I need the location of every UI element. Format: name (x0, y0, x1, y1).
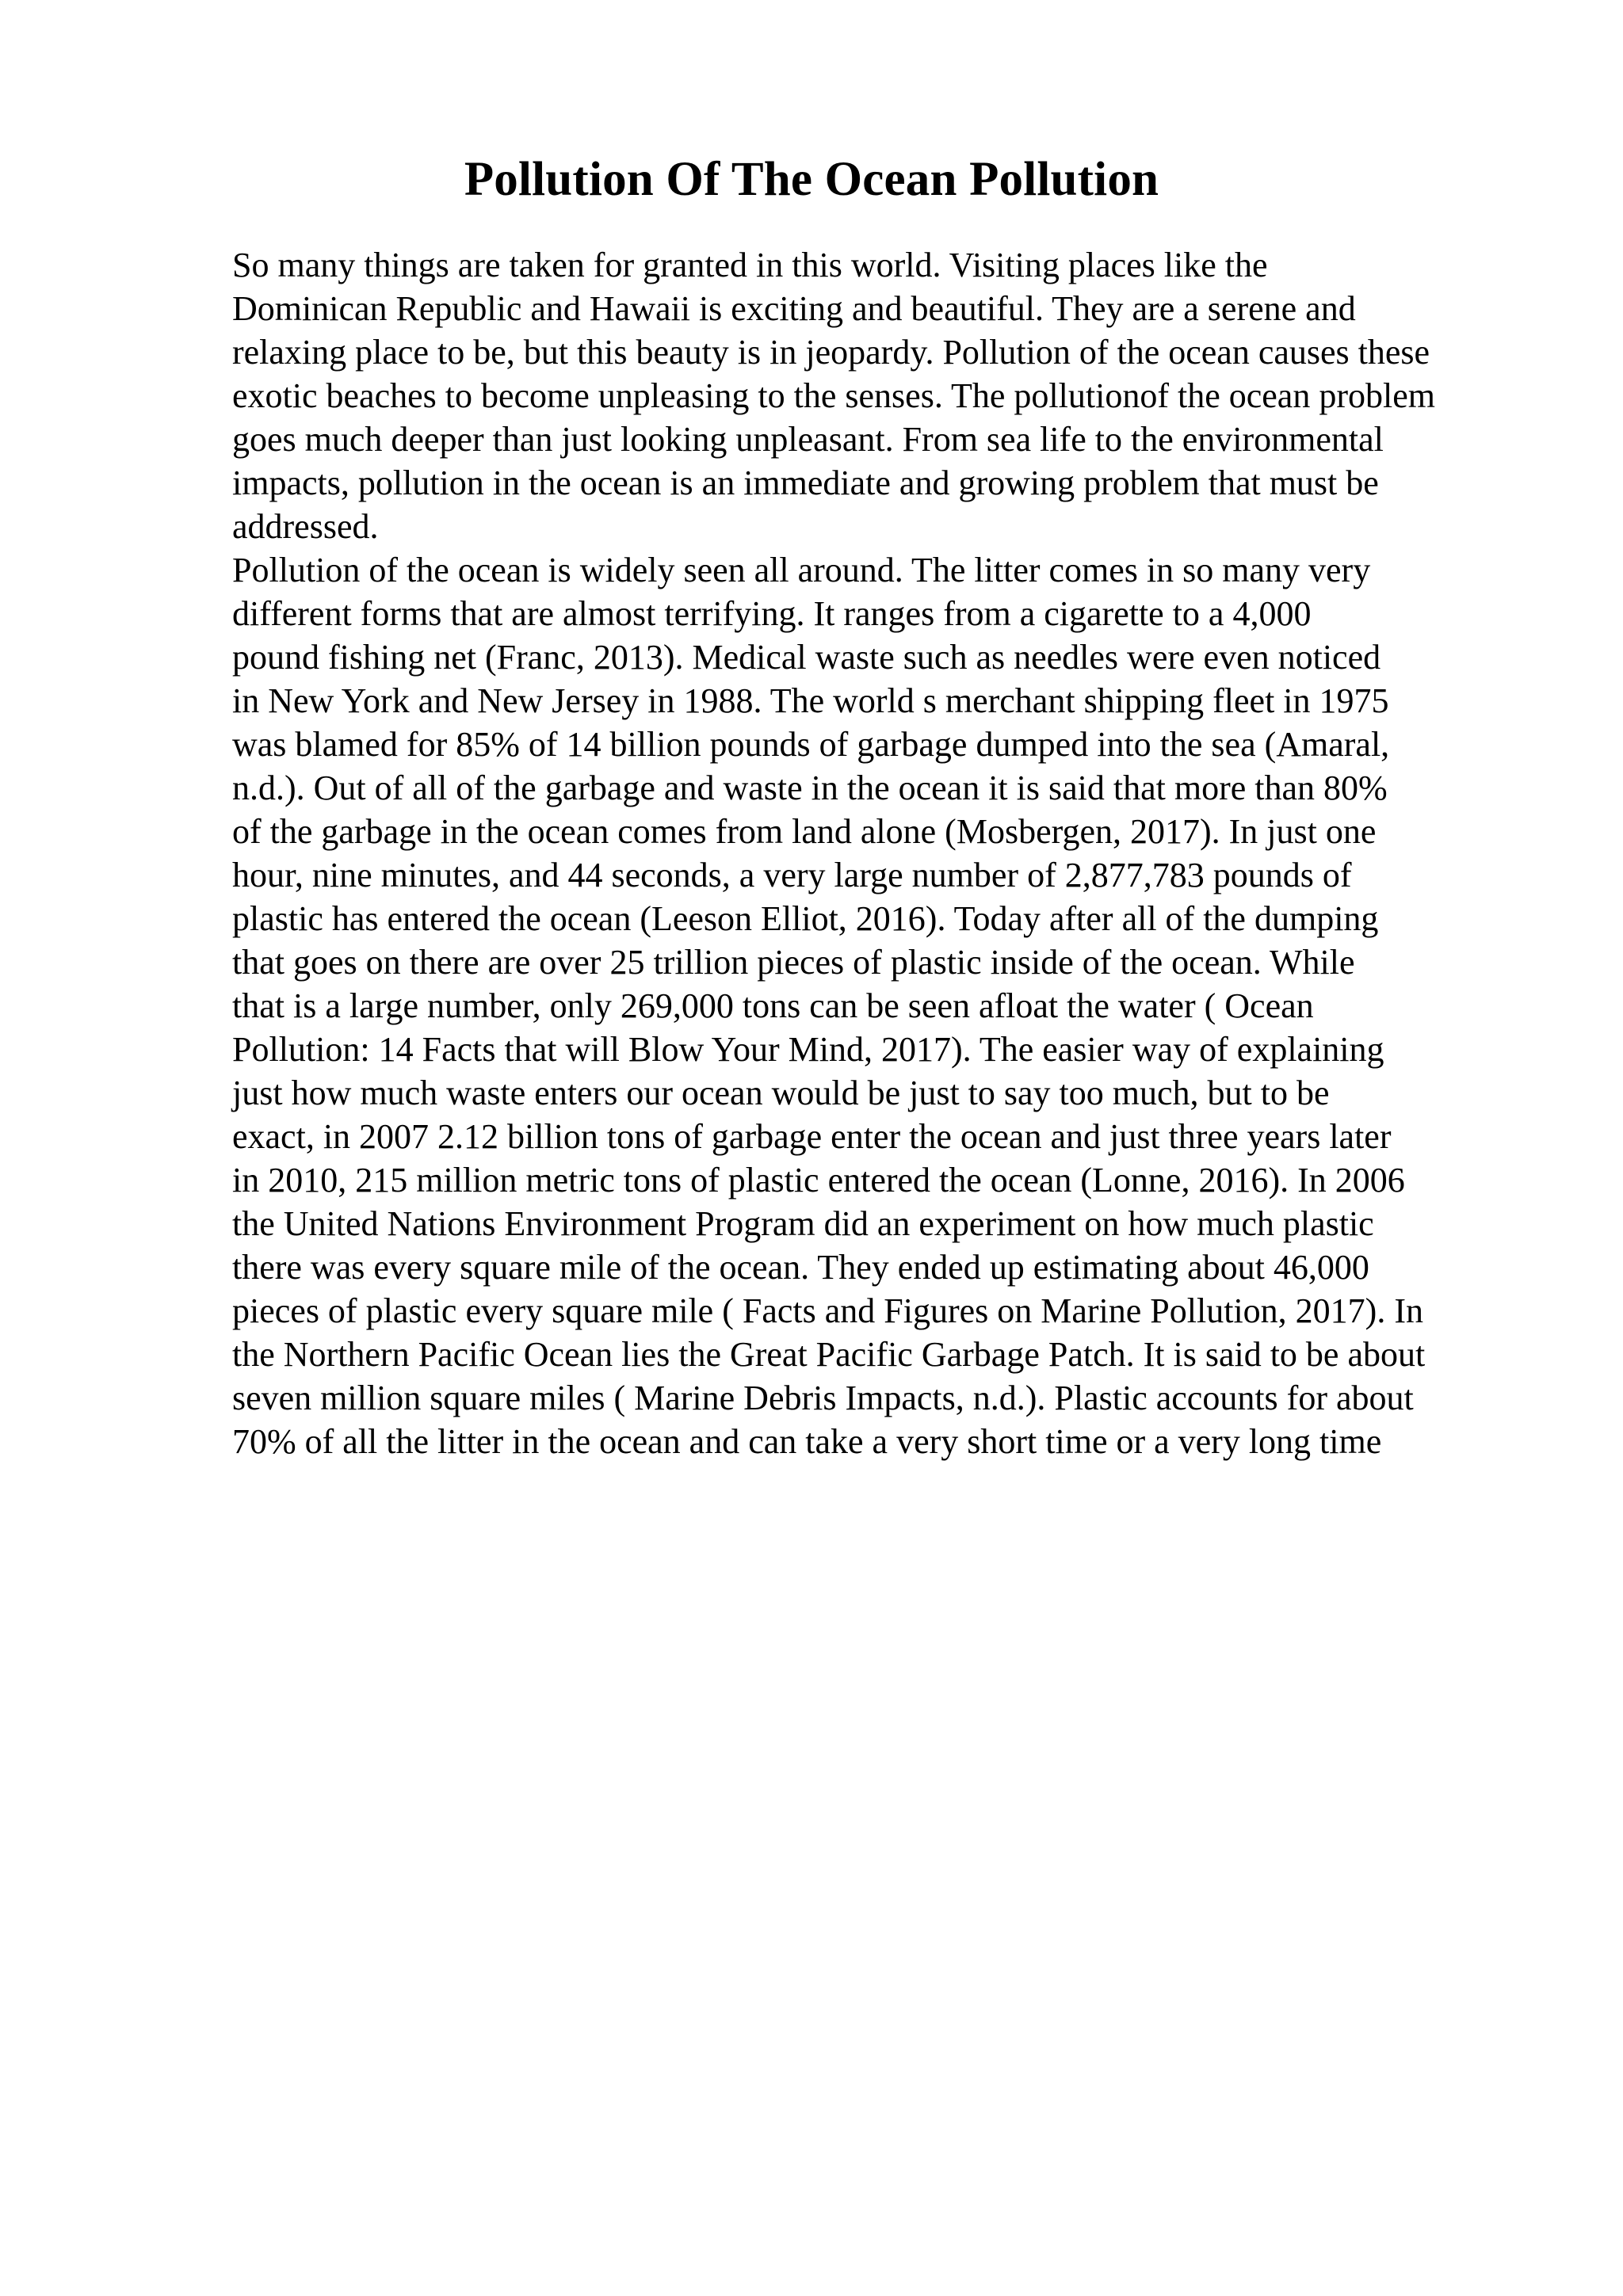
body-line: hour, nine minutes, and 44 seconds, a very large number of 2,877,783 pounds of (232, 856, 1352, 894)
body-line: 70% of all the litter in the ocean and can take a very short time or a very long time (232, 1422, 1382, 1461)
body-line: impacts, pollution in the ocean is an immediate and growing problem that must be (232, 463, 1379, 502)
body-line: different forms that are almost terrifying. It ranges from a cigarette to a 4,000 (232, 594, 1312, 633)
body-line: was blamed for 85% of 14 billion pounds of garbage dumped into the sea (Amaral, (232, 725, 1390, 764)
body-line: Pollution: 14 Facts that will Blow Your Mind, 2017). The easier way of explaining (232, 1030, 1384, 1069)
body-line: there was every square mile of the ocean. They ended up estimating about 46,000 (232, 1248, 1369, 1287)
body-line: in 2010, 215 million metric tons of plastic entered the ocean (Lonne, 2016). In 2006 (232, 1161, 1405, 1199)
body-line: that goes on there are over 25 trillion pieces of plastic inside of the ocean. While (232, 943, 1355, 982)
body-line: addressed. (232, 507, 379, 546)
body-line: the Northern Pacific Ocean lies the Great Pacific Garbage Patch. It is said to be about (232, 1335, 1426, 1374)
body-line: seven million square miles ( Marine Debris Impacts, n.d.). Plastic accounts for about (232, 1379, 1414, 1417)
body-line: exact, in 2007 2.12 billion tons of garbage enter the ocean and just three years later (232, 1117, 1392, 1156)
body-line: the United Nations Environment Program did an experiment on how much plastic (232, 1204, 1374, 1243)
body-line: So many things are taken for granted in this world. Visiting places like the (232, 246, 1268, 284)
body-line: Dominican Republic and Hawaii is exciting and beautiful. They are a serene and (232, 289, 1356, 328)
body-line: exotic beaches to become unpleasing to the senses. The pollutionof the ocean problem (232, 376, 1435, 415)
body-line: plastic has entered the ocean (Leeson Elliot, 2016). Today after all of the dumping (232, 899, 1379, 938)
body-line: n.d.). Out of all of the garbage and waste in the ocean it is said that more than 80% (232, 769, 1388, 807)
body-line: Pollution of the ocean is widely seen all around. The litter comes in so many very (232, 551, 1371, 589)
body-line: pieces of plastic every square mile ( Facts and Figures on Marine Pollution, 2017). In (232, 1291, 1423, 1330)
body-line: that is a large number, only 269,000 tons can be seen afloat the water ( Ocean (232, 986, 1314, 1025)
document-body (232, 243, 1516, 1463)
body-line: of the garbage in the ocean comes from land alone (Mosbergen, 2017). In just one (232, 812, 1377, 851)
body-line: in New York and New Jersey in 1988. The world s merchant shipping fleet in 1975 (232, 681, 1389, 720)
body-line: goes much deeper than just looking unpleasant. From sea life to the environmental (232, 420, 1384, 459)
body-line: pound fishing net (Franc, 2013). Medical waste such as needles were even noticed (232, 638, 1381, 677)
document-title: Pollution Of The Ocean Pollution (464, 153, 1159, 206)
body-line: relaxing place to be, but this beauty is in jeopardy. Pollution of the ocean causes these (232, 333, 1430, 372)
body-line: just how much waste enters our ocean would be just to say too much, but to be (232, 1074, 1330, 1112)
